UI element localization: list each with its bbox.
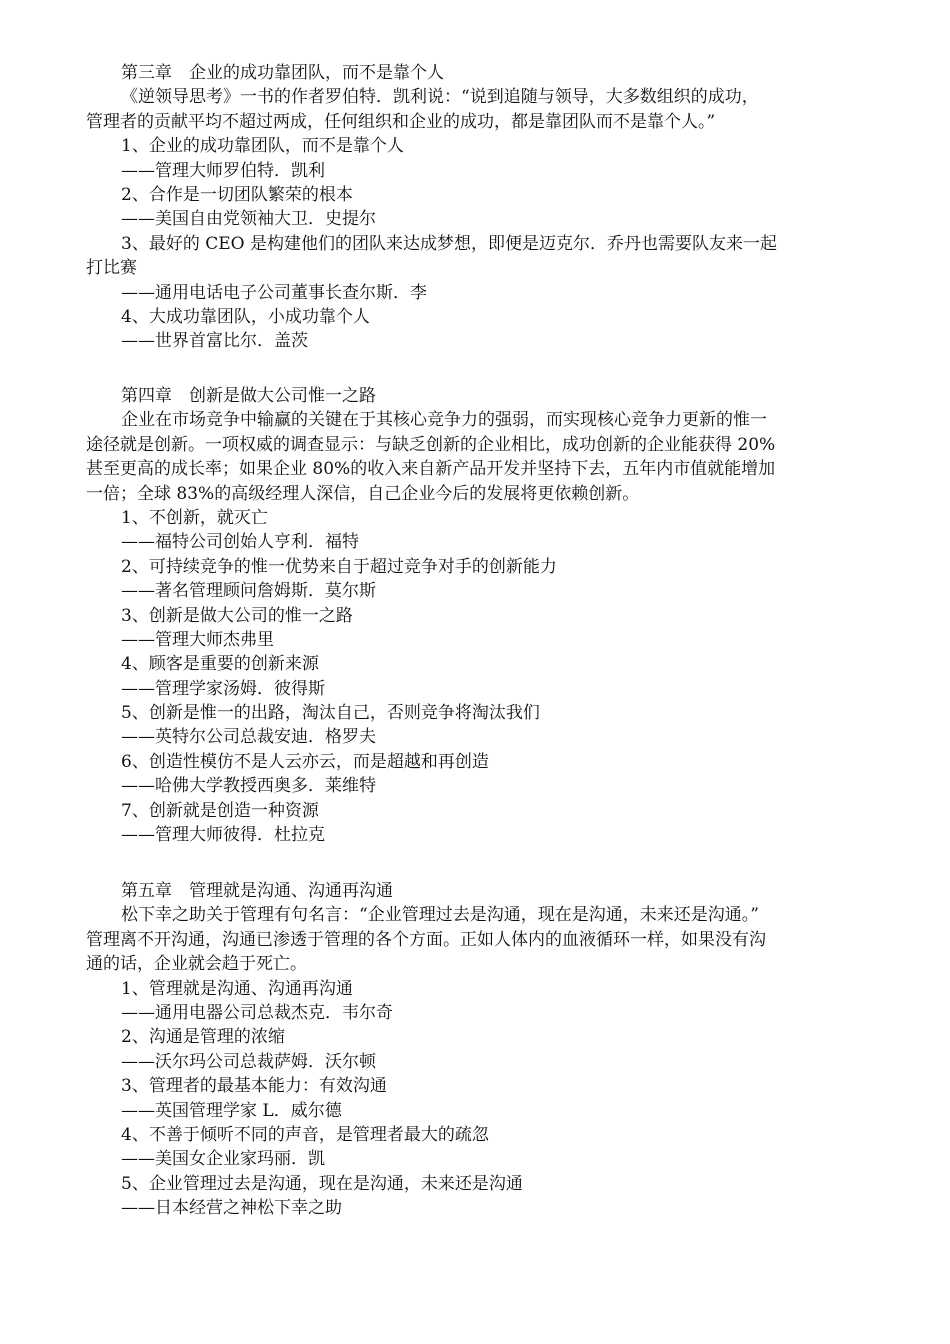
quote-author: ——世界首富比尔．盖茨: [121, 331, 308, 352]
quote-line: 7、创新就是创造一种资源: [121, 800, 319, 821]
quote-author: ——管理大师罗伯特．凯利: [121, 160, 325, 181]
quote-author: ——通用电器公司总裁杰克．韦尔奇: [121, 1002, 393, 1023]
chapter-3: [86, 61, 856, 354]
quote-line: 1、管理就是沟通、沟通再沟通: [121, 978, 353, 999]
quote-author: ——英国管理学家 L．威尔德: [121, 1100, 342, 1121]
quote-line: 2、可持续竞争的惟一优势来自于超过竞争对手的创新能力: [121, 556, 557, 577]
intro-line: 通的话，企业就会趋于死亡。: [86, 954, 307, 975]
chapter-title: 第三章 企业的成功靠团队，而不是靠个人: [121, 63, 444, 83]
quote-line: 打比赛: [86, 258, 137, 279]
chapter-5: [86, 879, 856, 1220]
quote-line: 1、不创新，就灭亡: [121, 507, 268, 528]
quote-author: ——沃尔玛公司总裁萨姆．沃尔顿: [121, 1051, 376, 1072]
intro-line: 甚至更高的成长率；如果企业 80%的收入来自新产品开发并坚持下去，五年内市值就能增加: [86, 459, 776, 480]
quote-line: 1、企业的成功靠团队，而不是靠个人: [121, 136, 404, 157]
chapter-title: 第四章 创新是做大公司惟一之路: [121, 386, 376, 406]
quote-line: 3、最好的 CEO 是构建他们的团队来达成梦想，即便是迈克尔．乔丹也需要队友来一起: [121, 233, 777, 254]
quote-author: ——美国女企业家玛丽．凯: [121, 1149, 325, 1170]
intro-line: 企业在市场竞争中输赢的关键在于其核心竞争力的强弱，而实现核心竞争力更新的惟一: [121, 410, 767, 431]
quote-line: 4、不善于倾听不同的声音，是管理者最大的疏忽: [121, 1124, 489, 1145]
quote-author: ——福特公司创始人亨利．福特: [121, 532, 359, 553]
quote-author: ——管理大师杰弗里: [121, 629, 274, 650]
chapter-4: [86, 384, 856, 847]
quote-author: ——管理大师彼得．杜拉克: [121, 825, 325, 846]
quote-author: ——日本经营之神松下幸之助: [121, 1198, 342, 1219]
quote-author: ——管理学家汤姆．彼得斯: [121, 678, 325, 699]
quote-line: 4、顾客是重要的创新来源: [121, 654, 319, 675]
quote-author: ——美国自由党领袖大卫．史提尔: [121, 209, 376, 230]
quote-line: 5、创新是惟一的出路，淘汰自己，否则竞争将淘汰我们: [121, 703, 540, 724]
intro-line: 一倍；全球 83%的高级经理人深信，自己企业今后的发展将更依赖创新。: [86, 483, 640, 504]
quote-author: ——英特尔公司总裁安迪．格罗夫: [121, 727, 376, 748]
quote-line: 3、创新是做大公司的惟一之路: [121, 605, 353, 626]
intro-line: 松下幸之助关于管理有句名言：“企业管理过去是沟通，现在是沟通，未来还是沟通。”: [121, 905, 759, 926]
chapter-title: 第五章 管理就是沟通、沟通再沟通: [121, 881, 393, 901]
quote-author: ——著名管理顾问詹姆斯．莫尔斯: [121, 581, 376, 602]
quote-author: ——通用电话电子公司董事长查尔斯．李: [121, 282, 427, 303]
quote-line: 6、创造性模仿不是人云亦云，而是超越和再创造: [121, 751, 489, 772]
quote-line: 2、合作是一切团队繁荣的根本: [121, 184, 353, 205]
intro-line: 管理者的贡献平均不超过两成，任何组织和企业的成功，都是靠团队而不是靠个人。”: [86, 111, 716, 132]
quote-line: 3、管理者的最基本能力：有效沟通: [121, 1076, 387, 1097]
quote-line: 5、企业管理过去是沟通，现在是沟通，未来还是沟通: [121, 1173, 523, 1194]
quote-author: ——哈佛大学教授西奥多．莱维特: [121, 776, 376, 797]
intro-line: 管理离不开沟通，沟通已渗透于管理的各个方面。正如人体内的血液循环一样，如果没有沟: [86, 929, 766, 950]
quote-line: 4、大成功靠团队，小成功靠个人: [121, 306, 370, 327]
intro-line: 《逆领导思考》一书的作者罗伯特．凯利说：“说到追随与领导，大多数组织的成功，: [121, 87, 759, 108]
quote-line: 2、沟通是管理的浓缩: [121, 1027, 285, 1048]
intro-line: 途径就是创新。一项权威的调查显示：与缺乏创新的企业相比，成功创新的企业能获得 20%: [86, 434, 776, 455]
